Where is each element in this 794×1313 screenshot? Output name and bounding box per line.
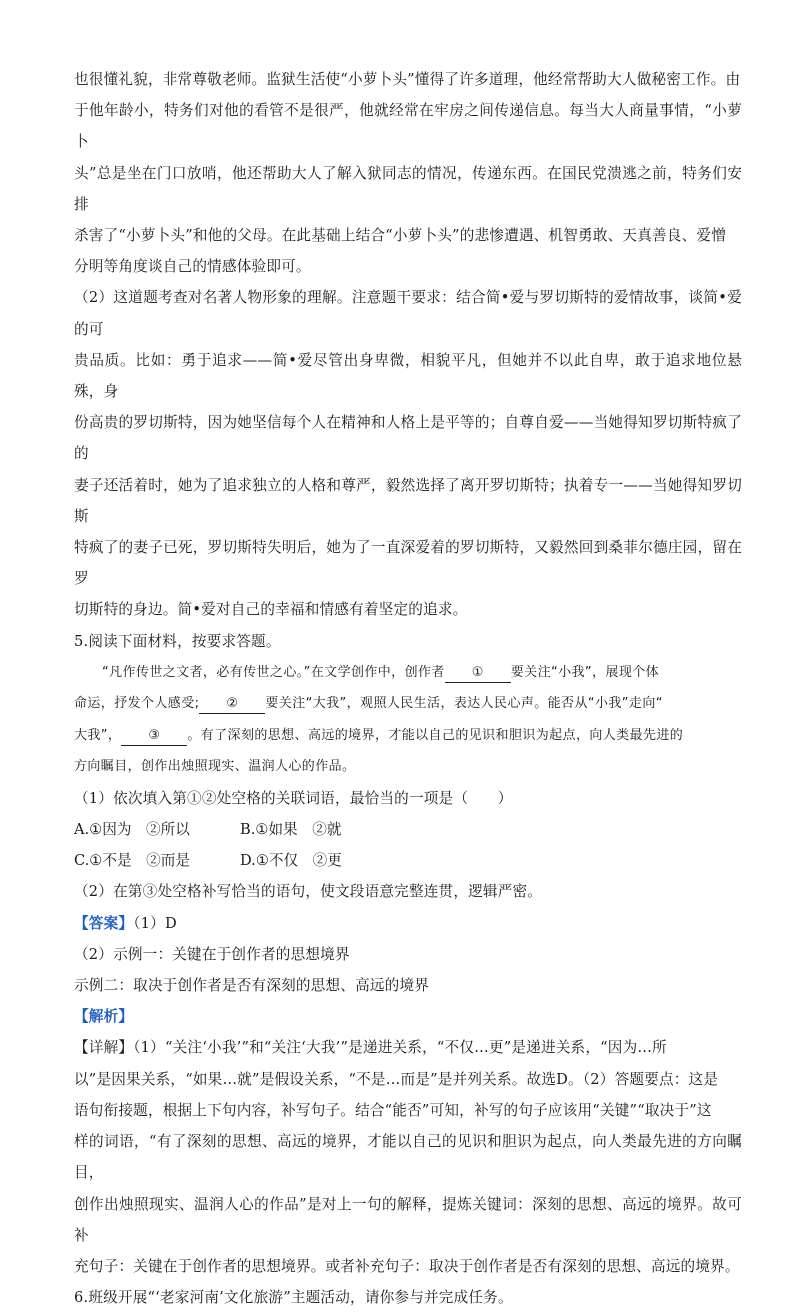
detail-line: 创作出烛照现实、温润人心的作品”是对上一句的解释，提炼关键词：深刻的思想、高远的境界。故可补 — [74, 1195, 742, 1244]
para2-line: 切斯特的身边。简•爱对自己的幸福和情感有着坚定的追求。 — [74, 601, 468, 619]
detail-line — [74, 1032, 742, 1063]
detail-line: 样的词语，“有了深刻的思想、高远的境界，才能以自己的见识和胆识为起点，向人类最先进的方向瞩目， — [74, 1133, 742, 1182]
para2-line: 特疯了的妻子已死，罗切斯特失明后，她为了一直深爱着的罗切斯特，又毅然回到桑菲尔德庄园，留在罗 — [74, 539, 742, 588]
para-line: 于他年龄小，特务们对他的看管不是很严，他就经常在牢房之间传递信息。每当大人商量事情，“小萝卜 — [74, 102, 742, 151]
quote-text: 要关注“大我”，观照人民生活，表达人民心声。能否从“小我”走向“ — [265, 696, 663, 712]
options-row — [74, 814, 742, 845]
detail-line: 语句衔接题，根据上下句内容，补写句子。结合“能否”可知，补写的句子应该用“关键”“取决于”这 — [74, 1101, 712, 1119]
para-line: 杀害了“小萝卜头”和他的父母。在此基础上结合“小萝卜头”的悲惨遭遇、机智勇敢、天真善良、爱憎 — [74, 227, 726, 245]
quote-text: 大我”， — [74, 727, 122, 743]
blank-3: ③ — [121, 727, 187, 746]
para2-line: 贵品质。比如：勇于追求——简•爱尽管出身卑微，相貌平凡，但她并不以此自卑，敢于追求地位悬殊，身 — [74, 351, 742, 401]
quote-line: 方向瞩目，创作出烛照现实、温润人心的作品。 — [74, 759, 356, 775]
option-b: B.①如果 ②就 — [240, 821, 342, 839]
detail-line: 充句子：关键在于创作者的思想境界。或者补充句子：取决于创作者是否有深刻的思想、高远的境界。 — [74, 1257, 740, 1275]
quote-text: “凡作传世之文者，必有传世之心。”在文学创作中，创作者 — [102, 664, 445, 680]
analysis-tag: 【解析】 — [74, 1008, 134, 1026]
analysis-heading — [74, 1001, 742, 1032]
answer-text: （1）D — [133, 914, 177, 932]
para2-line: 妻子还活着时，她为了追求独立的人格和尊严，毅然选择了离开罗切斯特；执着专一——当她得知罗切斯 — [74, 476, 742, 525]
answer-line — [74, 908, 742, 939]
blank-2: ② — [199, 695, 265, 714]
answer-line: （2）示例一：关键在于创作者的思想境界 — [74, 945, 350, 963]
option-a: A.①因为 ②所以 — [74, 821, 190, 839]
quote-text: 。有了深刻的思想、高远的境界，才能以自己的见识和胆识为起点，向人类最先进的 — [187, 727, 684, 743]
detail-tag: 【详解】 — [74, 1039, 134, 1057]
question-5-2: （2）在第③处空格补写恰当的语句，使文段语意完整连贯，逻辑严密。 — [74, 883, 543, 901]
option-c: C.①不是 ②而是 — [74, 852, 190, 870]
question-6-title: 6.班级开展“‘老家河南’文化旅游”主题活动，请你参与并完成任务。 — [74, 1289, 513, 1307]
quote-text: 命运，抒发个人感受; — [74, 696, 200, 712]
blank-1: ① — [445, 664, 511, 683]
options-row — [74, 845, 742, 876]
quote-line — [74, 688, 742, 720]
answer-tag: 【答案】 — [74, 914, 134, 932]
question-5-title: 5.阅读下面材料，按要求答题。 — [74, 632, 281, 650]
question-5-1: （1）依次填入第①②处空格的关联词语，最恰当的一项是（ ） — [74, 789, 513, 807]
answer-line: 示例二：取决于创作者是否有深刻的思想、高远的境界 — [74, 977, 430, 995]
para2-line: （2）这道题考查对名著人物形象的理解。注意题干要求：结合简•爱与罗切斯特的爱情故事，谈简•爱的可 — [74, 289, 742, 338]
para-line: 分明等角度谈自己的情感体验即可。 — [74, 258, 311, 276]
quote-line — [74, 720, 742, 752]
detail-text: （1）“关注‘小我’”和“关注‘大我’”是递进关系，“不仅…更”是递进关系，“因为…所 — [133, 1039, 667, 1057]
option-d: D.①不仅 ②更 — [240, 852, 342, 870]
para2-line: 份高贵的罗切斯特，因为她坚信每个人在精神和人格上是平等的；自尊自爱——当她得知罗切斯特疯了的 — [74, 414, 742, 463]
detail-line: 以”是因果关系，“如果…就”是假设关系，“不是…而是”是并列关系。故选D。（2）答题要点：这是 — [74, 1070, 719, 1088]
quote-line — [74, 657, 742, 689]
para-line: 也很懂礼貌，非常尊敬老师。监狱生活使“小萝卜头”懂得了许多道理，他经常帮助大人做秘密工作。由 — [74, 71, 741, 88]
quote-text: 要关注“小我”，展现个体 — [510, 664, 660, 680]
para-line: 头”总是坐在门口放哨，他还帮助大人了解入狱同志的情况，传递东西。在国民党溃逃之前，特务们安排 — [74, 164, 742, 213]
